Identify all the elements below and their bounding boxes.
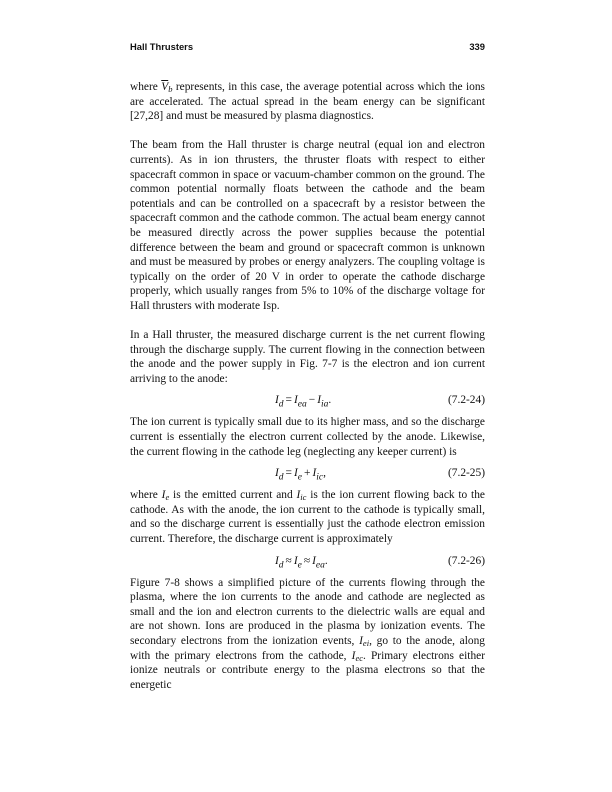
eq-subscript: ea — [297, 399, 307, 410]
eq-term: I — [293, 554, 298, 567]
equation-number: (7.2-25) — [447, 467, 485, 480]
equation-7-2-25 — [130, 459, 485, 488]
paragraph-charge-neutral: The beam from the Hall thruster is charge neutral (equal ion and electron currents). As in ion thrusters, the thruster floats with respect to either spacecraft common in space or vacuum-chamber common on the ground. The common potential normally floats between the cathode and the beam potentials and can be controlled on a spacecraft by a resistor between the spacecraft common and the cathode common. The actual beam energy cannot be measured directly across the power supplies because the potential difference between the beam and ground or spacecraft common is unknown and must be measured by probes or energy analyzers. The coupling voltage is typically on the order of 20 V in order to operate the cathode discharge properly, which usually ranges from 5% to 10% of the discharge voltage for Hall thrusters with moderate Isp. — [130, 139, 485, 312]
eq-operator: = — [285, 394, 292, 407]
eq-subscript: ea — [315, 559, 325, 570]
eq-term: I — [275, 554, 279, 567]
eq-punct: , — [323, 467, 326, 480]
symbol-main: I — [296, 489, 301, 502]
symbol-subscript: ic — [300, 492, 307, 503]
text-run: where — [130, 81, 162, 93]
eq-punct: . — [328, 394, 332, 407]
equation-number: (7.2-26) — [447, 554, 485, 567]
equation-body — [275, 386, 331, 419]
eq-subscript: e — [297, 472, 302, 483]
eq-term: I — [275, 394, 279, 407]
eq-operator: ≈ — [303, 554, 311, 567]
symbol-subscript: ec — [355, 652, 363, 663]
equation-7-2-24 — [130, 386, 485, 415]
paragraph-beam-potential — [130, 80, 485, 124]
eq-subscript: ia — [320, 399, 329, 410]
running-header — [130, 41, 485, 55]
paragraph-emitted-current — [130, 488, 485, 546]
eq-term: I — [312, 467, 317, 480]
symbol-main: I — [359, 635, 363, 647]
text-run: . Primary electrons either ionize neutrals or contribute energy to the plasma electrons so that the energetic — [130, 649, 485, 691]
paragraph-figure-7-8 — [130, 576, 485, 693]
equation-body — [275, 459, 326, 492]
equation-body — [275, 547, 328, 580]
equation-number: (7.2-24) — [447, 394, 485, 407]
body-text — [130, 80, 485, 692]
text-run: is the emitted current and — [169, 489, 297, 502]
symbol-main: I — [161, 489, 166, 502]
equation-7-2-26 — [130, 547, 485, 576]
eq-subscript: d — [278, 472, 284, 483]
page-number: 339 — [469, 41, 485, 52]
eq-subscript: d — [278, 559, 284, 570]
eq-operator: + — [304, 467, 311, 480]
symbol-main: $\overline{V}$ — [161, 81, 169, 93]
eq-subscript: ic — [316, 472, 324, 483]
paragraph-discharge-current: In a Hall thruster, the measured discharge current is the net current flowing through the discharge supply. The current flowing in the connection between the anode and the power supply in Fig. 7-7 is the electron and ion current arriving to the anode: — [130, 329, 485, 385]
eq-term: I — [293, 394, 298, 407]
eq-term: I — [317, 394, 321, 407]
eq-punct: . — [324, 554, 328, 567]
symbol-subscript: b — [168, 84, 173, 94]
symbol-iec — [352, 650, 363, 662]
text-run: Figure 7-8 shows a simplified picture of the currents flowing through the plasma, where the ion currents to the anode and cathode are neglected as small and the ion and electron currents to the dielectric walls are equal and are not shown. Ions are produced in the plasma by ionization events. The secondary electrons from the ionization events, — [130, 576, 485, 647]
eq-subscript: d — [278, 399, 284, 410]
symbol-main: I — [351, 649, 356, 662]
text-run: , go to the anode, along with the primary electrons from the cathode, — [130, 635, 485, 662]
paragraph-ion-current: The ion current is typically small due to its higher mass, and so the discharge current is essentially the electron current collected by the anode. Likewise, the current flowing in the cathode leg (neglecting any keeper current) is — [130, 416, 485, 458]
eq-term: I — [312, 554, 316, 567]
symbol-subscript: ei — [362, 638, 370, 648]
eq-term: I — [293, 467, 298, 480]
symbol-iei — [359, 635, 369, 647]
running-title: Hall Thrusters — [130, 41, 194, 52]
eq-term: I — [275, 467, 279, 480]
text-run: represents, in this case, the average potential across which the ions are accelerated. The actual spread in the beam energy can be significant [27,28] and must be measured by plasma diagnostics. — [130, 81, 485, 123]
symbol-subscript: e — [165, 492, 170, 503]
symbol-vb — [161, 81, 172, 93]
eq-operator: − — [308, 394, 316, 407]
eq-subscript: e — [297, 559, 302, 570]
text-run: where — [130, 489, 162, 502]
eq-operator: ≈ — [285, 554, 292, 567]
eq-operator: = — [285, 467, 292, 480]
text-run: is the ion current flowing back to the cathode. As with the anode, the ion current to the cathode is typically small, and so the discharge current is essentially just the cathode electron emission current. Therefore, the discharge current is approximately — [130, 489, 485, 546]
